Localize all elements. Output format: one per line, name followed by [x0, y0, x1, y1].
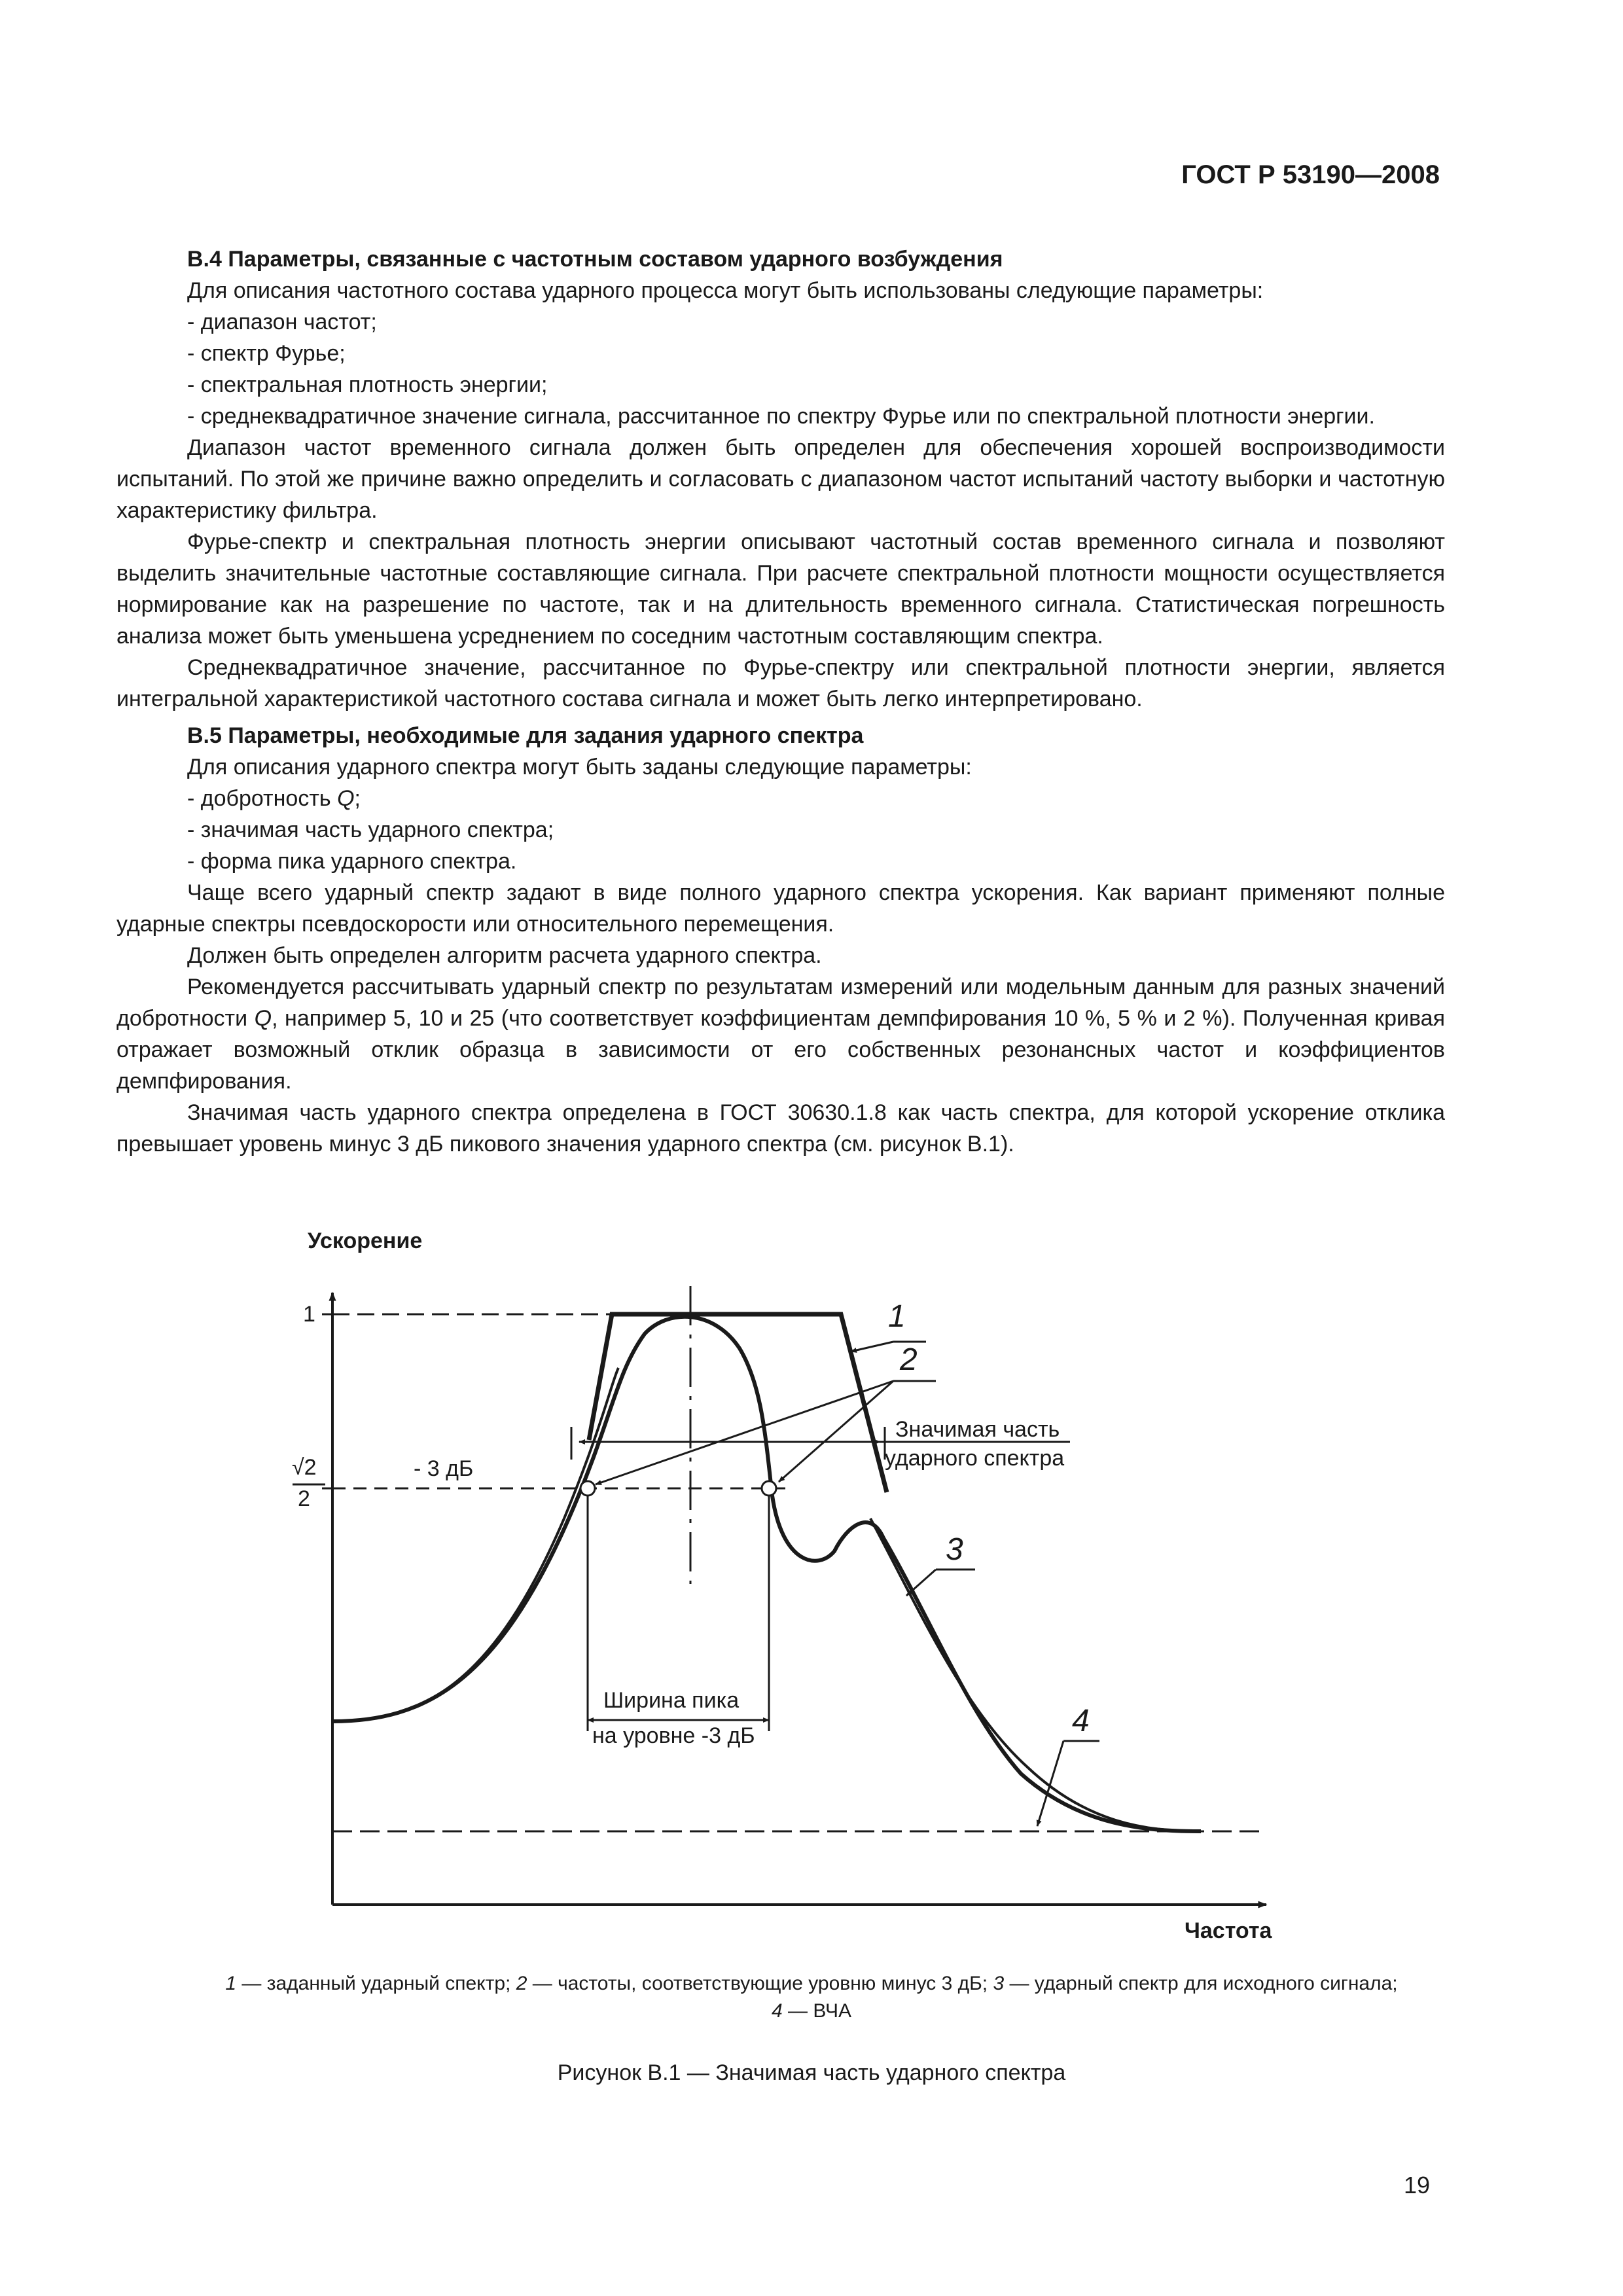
list-item: - значимая часть ударного спектра;	[187, 817, 554, 842]
peak-width-label-line1: Ширина пика	[603, 1688, 740, 1713]
peak-width-label-line2: на уровне -3 дБ	[592, 1723, 755, 1748]
paragraph: Диапазон частот временного сигнала должен быть определен для обеспечения хорошей воспроизводимости испытаний. По этой же причине важно определить и согласовать с диапазоном частот испытаний частоту выборки и частотную характеристику фильтра.	[116, 435, 1445, 523]
document-body	[116, 241, 1445, 1160]
specified-spectrum-curve	[589, 1314, 887, 1492]
section-b5-heading: В.5 Параметры, необходимые для задания ударного спектра	[187, 723, 864, 748]
significant-part-label-line2: ударного спектра	[885, 1446, 1065, 1471]
list-item: - добротность Q;	[187, 786, 361, 811]
figure-caption: Рисунок В.1 — Значимая часть ударного спектра	[557, 2060, 1066, 2085]
minus3db-label: - 3 дБ	[414, 1456, 474, 1481]
paragraph: Должен быть определен алгоритм расчета ударного спектра.	[187, 943, 822, 968]
paragraph: Фурье-спектр и спектральная плотность энергии описывают частотный состав временного сигнала и позволяют выделить значительные частотные составляющие сигнала. При расчете спектральной плотности мощности осуществляется нормирование как на разрешение по частоте, так и на длительность временного сигнала. Статистическая погрешность анализа может быть уменьшена усреднением по соседним частотным составляющим спектра.	[116, 529, 1445, 649]
section-b4-intro: Для описания частотного состава ударного процесса могут быть использованы следующие параметры:	[187, 278, 1264, 303]
y-axis-label: Ускорение	[308, 1229, 423, 1253]
curve-label-1: 1	[888, 1299, 906, 1334]
list-item: - спектральная плотность энергии;	[187, 372, 548, 397]
figure-legend: 1 — заданный ударный спектр; 2 — частоты, соответствующие уровню минус 3 дБ; 3 — ударный спектр для исходного сигнала; 4 — ВЧА	[225, 1973, 1398, 2022]
paragraph: Среднеквадратичное значение, рассчитанное по Фурье-спектру или спектральной плотности энергии, является интегральной характеристикой частотного состава сигнала и может быть легко интерпретировано.	[116, 655, 1445, 711]
minus3db-point-left	[580, 1481, 595, 1496]
page-number: 19	[1403, 2172, 1430, 2198]
section-b4-heading: В.4 Параметры, связанные с частотным составом ударного возбуждения	[187, 247, 1003, 272]
paragraph: Чаще всего ударный спектр задают в виде полного ударного спектра ускорения. Как вариант применяют полные ударные спектры псевдоскорости или относительного перемещения.	[116, 880, 1445, 937]
document-header: ГОСТ Р 53190—2008	[1181, 160, 1440, 189]
tick-one-label: 1	[303, 1302, 315, 1327]
curve-label-3: 3	[946, 1532, 963, 1567]
curve-label-4: 4	[1072, 1704, 1090, 1738]
list-item: - диапазон частот;	[187, 310, 377, 334]
figure-drawing	[0, 1211, 1623, 1996]
curve-label-2: 2	[900, 1342, 918, 1377]
paragraph: Значимая часть ударного спектра определена в ГОСТ 30630.1.8 как часть спектра, для которой ускорение отклика превышает уровень минус 3 дБ пикового значения ударного спектра (см. рисунок В.1).	[116, 1100, 1445, 1157]
section-b5-intro: Для описания ударного спектра могут быть заданы следующие параметры:	[187, 755, 972, 780]
x-axis-label: Частота	[1185, 1918, 1272, 1943]
significant-part-label-line1: Значимая часть	[895, 1417, 1060, 1442]
list-item: - спектр Фурье;	[187, 341, 346, 366]
minus3db-point-right	[762, 1481, 776, 1496]
list-item: - форма пика ударного спектра.	[187, 849, 517, 874]
original-spectrum-curve	[332, 1317, 1201, 1831]
list-item: - среднеквадратичное значение сигнала, рассчитанное по спектру Фурье или по спектральной плотности энергии.	[187, 404, 1375, 429]
tick-sqrt2-denominator: 2	[298, 1486, 310, 1511]
shock-spectrum-figure	[0, 1211, 1623, 1996]
tick-sqrt2-numerator: √2	[292, 1455, 317, 1480]
paragraph: Рекомендуется рассчитывать ударный спектр по результатам измерений или модельным данным для разных значений добротности Q, например 5, 10 и 25 (что соответствует коэффициентам демпфирования 10 %, 5 % и 2 %). Полученная кривая отражает возможный отклик образца в зависимости от его собственных резонансных частот и коэффициентов демпфирования.	[116, 975, 1446, 1094]
